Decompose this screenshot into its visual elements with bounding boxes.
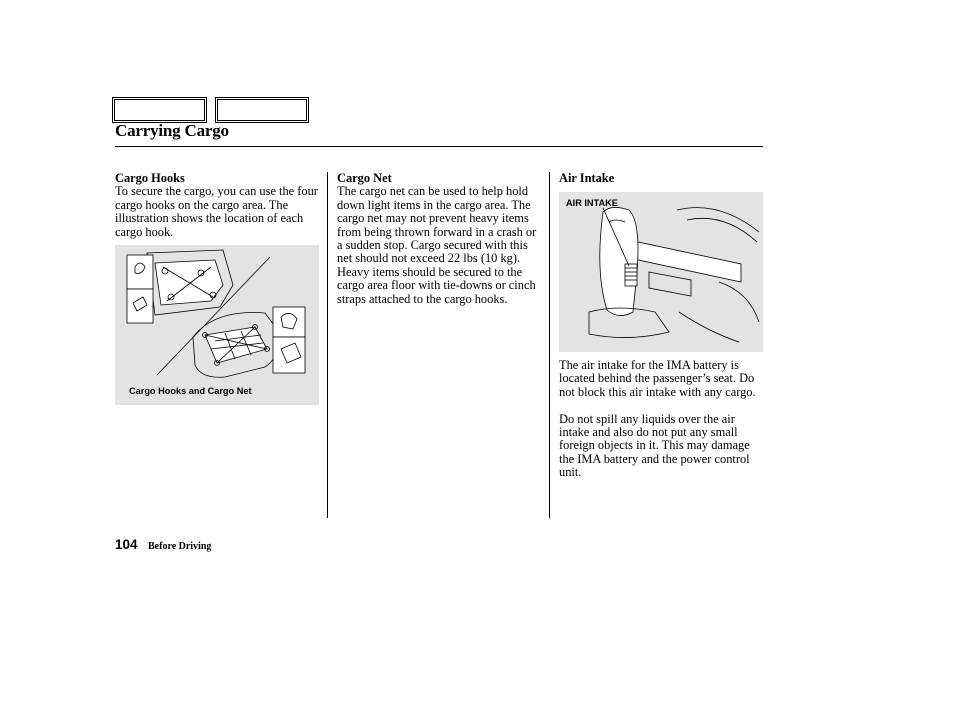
- air-intake-heading: Air Intake: [559, 171, 615, 185]
- cargo-hooks-section: [115, 172, 321, 239]
- page-number: 104: [115, 537, 138, 552]
- cargo-hooks-illustration: [115, 245, 319, 405]
- header-tab-box-2: [215, 97, 309, 123]
- air-intake-drawing: [559, 192, 763, 352]
- section-name: Before Driving: [148, 541, 212, 552]
- cargo-hooks-drawing: [115, 245, 319, 405]
- air-intake-figure-label: AIR INTAKE: [566, 198, 618, 208]
- air-intake-paragraph-1: The air intake for the IMA battery is located behind the passenger’s seat. Do not block this air intake with any cargo.: [559, 358, 756, 399]
- air-intake-illustration: [559, 192, 763, 352]
- air-intake-paragraph-2: Do not spill any liquids over the air intake and also do not put any small foreign objects in it. This may damage the IMA battery and the power control unit.: [559, 411, 750, 480]
- column-divider-1: [327, 172, 328, 518]
- air-intake-section: [559, 172, 764, 185]
- cargo-net-body: The cargo net can be used to help hold down light items in the cargo area. The cargo net may not prevent heavy items from being thrown forward in a crash or a sudden stop. Cargo secured with this net should not exceed 22 lbs (10 kg). Heavy items should be secured to the cargo area floor with tie-downs or cinch straps attached to the cargo hooks.: [337, 184, 537, 306]
- page-title: Carrying Cargo: [115, 121, 229, 140]
- title-rule: [115, 146, 763, 147]
- cargo-net-section: [337, 172, 543, 306]
- cargo-hooks-body: To secure the cargo, you can use the four cargo hooks on the cargo area. The illustration shows the location of each cargo hook.: [115, 184, 318, 239]
- air-intake-text: [559, 359, 764, 480]
- header-tab-box-1: [112, 97, 207, 123]
- cargo-hooks-figure-caption: Cargo Hooks and Cargo Net: [129, 386, 252, 396]
- cargo-net-heading: Cargo Net: [337, 171, 392, 185]
- column-divider-2: [549, 172, 550, 518]
- cargo-hooks-heading: Cargo Hooks: [115, 171, 185, 185]
